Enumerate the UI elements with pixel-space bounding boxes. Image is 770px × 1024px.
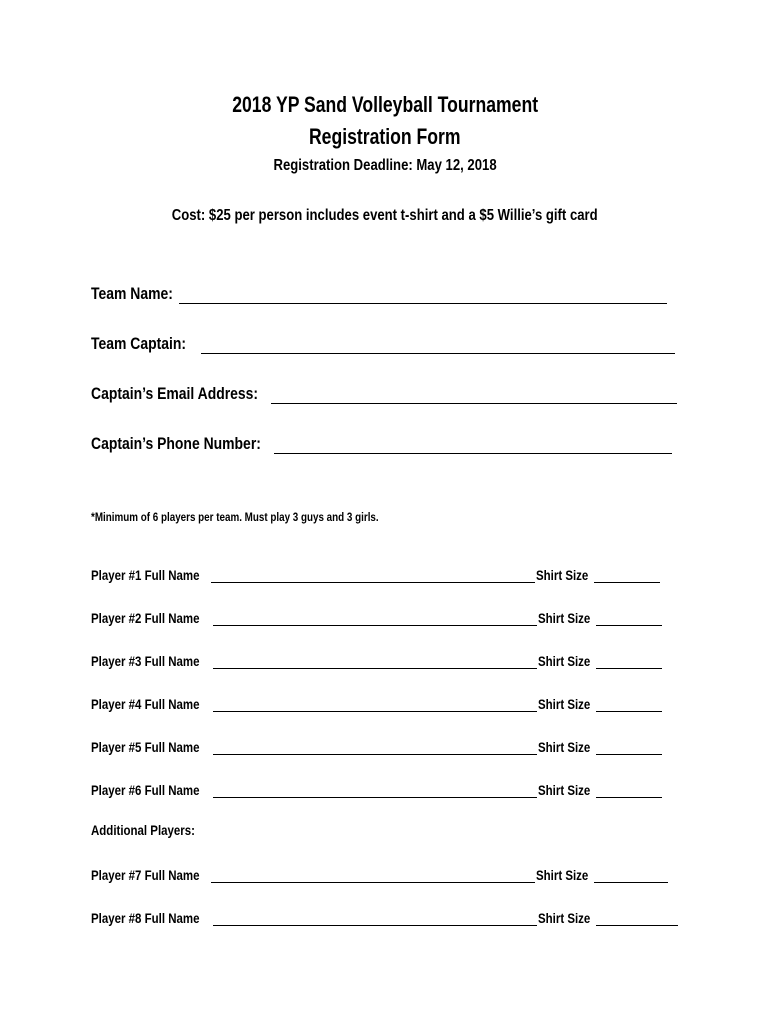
- form-title-line-1: [0, 92, 770, 118]
- player-row: [91, 651, 681, 671]
- captain-phone-row: [91, 432, 681, 456]
- player-name-field[interactable]: [213, 711, 537, 712]
- shirt-size-field[interactable]: [594, 882, 668, 883]
- shirt-size-field[interactable]: [596, 625, 662, 626]
- shirt-size-label: Shirt Size: [538, 696, 591, 712]
- player-row: [91, 865, 681, 885]
- player-name-field[interactable]: [211, 882, 535, 883]
- shirt-size-field[interactable]: [596, 668, 662, 669]
- team-captain-label: Team Captain:: [91, 334, 187, 353]
- registration-deadline: Registration Deadline: May 12, 2018: [273, 157, 497, 174]
- team-rules-note: *Minimum of 6 players per team. Must play 3 guys and 3 girls.: [91, 510, 379, 524]
- player-name-field[interactable]: [213, 668, 537, 669]
- player-row: [91, 780, 681, 800]
- shirt-size-field[interactable]: [596, 797, 662, 798]
- player-name-label: Player #7 Full Name: [91, 867, 200, 883]
- player-name-field[interactable]: [211, 582, 535, 583]
- form-subtitle: Registration Form: [309, 124, 461, 149]
- player-row: [91, 565, 681, 585]
- shirt-size-label: Shirt Size: [536, 867, 589, 883]
- shirt-size-field[interactable]: [594, 582, 660, 583]
- deadline-line: [0, 157, 770, 175]
- player-row: [91, 737, 681, 757]
- cost-text: Cost: $25 per person includes event t-shirt and a $5 Willie’s gift card: [172, 207, 598, 224]
- player-row: [91, 608, 681, 628]
- shirt-size-field[interactable]: [596, 711, 662, 712]
- team-name-label: Team Name:: [91, 284, 173, 303]
- captain-phone-field[interactable]: [274, 453, 672, 454]
- team-name-field[interactable]: [179, 303, 667, 304]
- captain-email-row: [91, 382, 681, 406]
- team-captain-row: [91, 332, 681, 356]
- player-name-field[interactable]: [213, 925, 537, 926]
- player-name-label: Player #1 Full Name: [91, 567, 200, 583]
- shirt-size-label: Shirt Size: [538, 739, 591, 755]
- player-name-label: Player #4 Full Name: [91, 696, 200, 712]
- player-name-label: Player #5 Full Name: [91, 739, 200, 755]
- shirt-size-label: Shirt Size: [538, 910, 591, 926]
- player-name-label: Player #2 Full Name: [91, 610, 200, 626]
- team-name-row: [91, 282, 671, 306]
- player-row: [91, 694, 681, 714]
- shirt-size-label: Shirt Size: [538, 610, 591, 626]
- player-name-field[interactable]: [213, 625, 537, 626]
- shirt-size-field[interactable]: [596, 925, 678, 926]
- shirt-size-label: Shirt Size: [538, 782, 591, 798]
- additional-players-heading: Additional Players:: [91, 822, 195, 838]
- form-title: 2018 YP Sand Volleyball Tournament: [232, 92, 538, 117]
- player-name-field[interactable]: [213, 754, 537, 755]
- captain-phone-label: Captain’s Phone Number:: [91, 434, 261, 453]
- shirt-size-label: Shirt Size: [538, 653, 591, 669]
- shirt-size-label: Shirt Size: [536, 567, 589, 583]
- team-captain-field[interactable]: [201, 353, 675, 354]
- player-name-label: Player #6 Full Name: [91, 782, 200, 798]
- player-name-label: Player #8 Full Name: [91, 910, 200, 926]
- cost-line: [0, 207, 770, 225]
- captain-email-label: Captain’s Email Address:: [91, 384, 259, 403]
- captain-email-field[interactable]: [271, 403, 677, 404]
- player-name-label: Player #3 Full Name: [91, 653, 200, 669]
- form-title-line-2: [0, 124, 770, 150]
- shirt-size-field[interactable]: [596, 754, 662, 755]
- player-name-field[interactable]: [213, 797, 537, 798]
- player-row: [91, 908, 681, 928]
